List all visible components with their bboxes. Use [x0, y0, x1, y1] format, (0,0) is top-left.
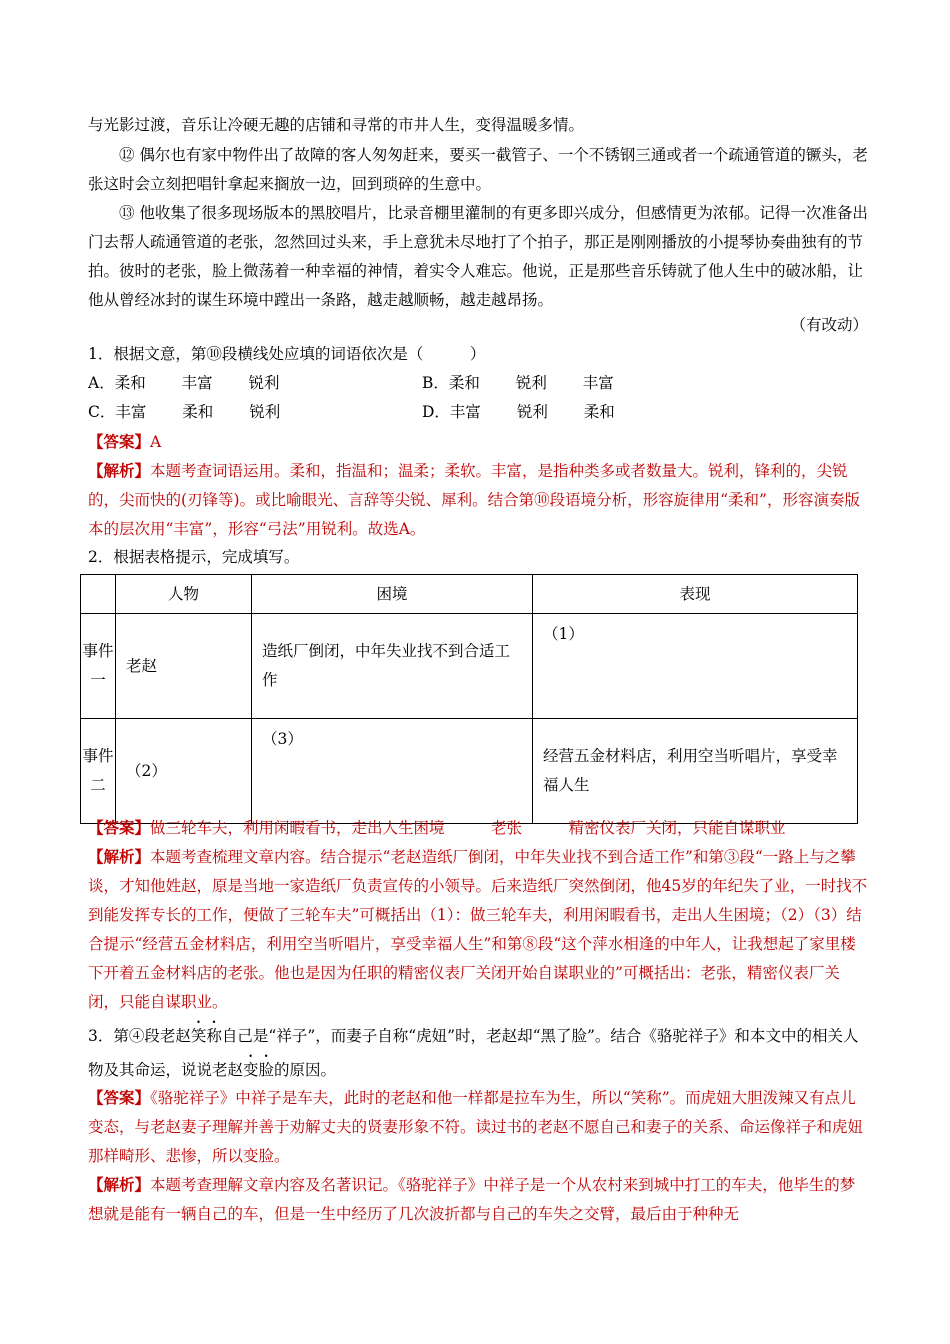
event-label: 事件一: [81, 614, 116, 719]
event-label: 事件二: [81, 719, 116, 824]
analysis-tag: 【解析】: [88, 847, 151, 866]
answer-tag: 【答案】: [88, 818, 151, 837]
q2-question: 2．根据表格提示，完成填写。: [88, 548, 300, 566]
q3-text: 3．第④段老赵: [88, 1027, 191, 1045]
events-table: [80, 574, 858, 824]
table-header-cell: 困境: [252, 575, 533, 614]
paragraph-12: ⑫ 偶尔也有家中物件出了故障的客人匆匆赶来，要买一截管子、一个不锈钢三通或者一个疏通管道的镢头，老张这时会立刻把唱针拿起来搁放一边，回到琐碎的生意中。: [88, 146, 868, 193]
q3-question: [88, 1018, 868, 1086]
q1-question: 1．根据文意，第⑩段横线处应填的词语依次是（ ）: [88, 345, 486, 363]
table-row: [81, 614, 858, 719]
table-cell-plight: （3）: [252, 719, 533, 824]
q1-answer: [88, 427, 868, 457]
passage-line: 与光影过渡，音乐让冷硬无趣的店铺和寻常的市井人生，变得温暖多情。: [88, 116, 585, 134]
q1-option-b: B．柔和 锐利 丰富: [422, 374, 614, 392]
analysis-tag: 【解析】: [88, 461, 151, 480]
table-header-cell: 人物: [116, 575, 252, 614]
q2-analysis: [88, 842, 868, 1017]
q3-emphasis-2: 变脸: [243, 1061, 275, 1079]
q2-answer: [88, 813, 868, 843]
answer-text: 《骆驼祥子》中祥子是车夫，此时的老赵和他一样都是拉车为生，所以“笑称”。而虎妞大胆泼辣又有点儿变态，与老赵妻子理解并善于劝解丈夫的贤妻形象不符。读过书的老赵不愿自己和妻子的关系、命运像祥子和虎妞那样畸形、悲惨，所以变脸。: [88, 1089, 864, 1165]
answer-text: A: [150, 433, 162, 451]
q3-analysis: [88, 1170, 868, 1229]
table-row: [81, 719, 858, 824]
table-cell-show: （1）: [533, 614, 858, 719]
table-cell-person: 老赵: [116, 614, 252, 719]
table-header-cell: 表现: [533, 575, 858, 614]
q3-emphasis-1: 笑称: [190, 1027, 222, 1045]
q1-option-d: D．丰富 锐利 柔和: [422, 403, 615, 421]
q3-text: 自己是“祥子”，而妻子自称“虎妞”时，老赵却“黑了脸”。结合《骆驼祥子》和本文中的相关人物及其命运，说说老赵: [88, 1027, 859, 1079]
q3-answer: [88, 1083, 868, 1171]
table-header-cell: [81, 575, 116, 614]
answer-text: 做三轮车夫，利用闲暇看书，走出人生困境 老张 精密仪表厂关闭，只能自谋职业: [150, 819, 786, 837]
edit-note: （有改动）: [790, 316, 868, 334]
q3-text: 的原因。: [274, 1061, 337, 1079]
analysis-tag: 【解析】: [88, 1175, 151, 1194]
paragraph-13: ⑬ 他收集了很多现场版本的黑胶唱片，比录音棚里灌制的有更多即兴成分，但感情更为浓郁。记得一次准备出门去帮人疏通管道的老张，忽然回过头来，手上意犹未尽地打了个拍子，那正是刚刚播放的小提琴协奏曲独有的节拍。彼时的老张，脸上微荡着一种幸福的神情，着实令人难忘。他说，正是那些音乐铸就了他人生中的破冰船，让他从曾经冰封的谋生环境中蹚出一条路，越走越顺畅，越走越昂扬。: [88, 204, 868, 309]
q1-analysis: [88, 456, 868, 544]
table-cell-plight: 造纸厂倒闭，中年失业找不到合适工作: [252, 614, 533, 719]
answer-tag: 【答案】: [88, 432, 151, 451]
table-header-row: [81, 575, 858, 614]
answer-tag: 【答案】: [88, 1088, 151, 1107]
q1-option-c: C．丰富 柔和 锐利: [88, 403, 281, 421]
table-cell-person: （2）: [116, 719, 252, 824]
analysis-text: 本题考查理解文章内容及名著识记。《骆驼祥子》中祥子是一个从农村来到城中打工的车夫，他毕生的梦想就是能有一辆自己的车，但是一生中经历了几次波折都与自己的车失之交臂，最后由于种种无: [88, 1176, 856, 1223]
analysis-text: 本题考查词语运用。柔和，指温和；温柔；柔软。丰富，是指种类多或者数量大。锐利，锋利的，尖锐的，尖而快的(刃锋等)。或比喻眼光、言辞等尖锐、犀利。结合第⑩段语境分析，形容旋律用“柔和”，形容演奏版本的层次用“丰富”，形容“弓法”用锐利。故选A。: [88, 462, 860, 538]
q1-option-a: A．柔和 丰富 锐利: [88, 374, 280, 392]
table-cell-show: 经营五金材料店，利用空当听唱片，享受幸福人生: [533, 719, 858, 824]
analysis-text: 本题考查梳理文章内容。结合提示“老赵造纸厂倒闭，中年失业找不到合适工作”和第③段“一路上与之攀谈，才知他姓赵，原是当地一家造纸厂负责宣传的小领导。后来造纸厂突然倒闭，他45岁的年纪失了业，一时找不到能发挥专长的工作，便做了三轮车夫”可概括出（1）：做三轮车夫，利用闲暇看书，走出人生困境；（2）（3）结合提示“经营五金材料店，利用空当听唱片，享受幸福人生”和第⑧段“这个萍水相逢的中年人，让我想起了家里楼下开着五金材料店的老张。他也是因为任职的精密仪表厂关闭开始自谋职业的”可概括出：老张，精密仪表厂关闭，只能自谋职业。: [88, 848, 868, 1011]
